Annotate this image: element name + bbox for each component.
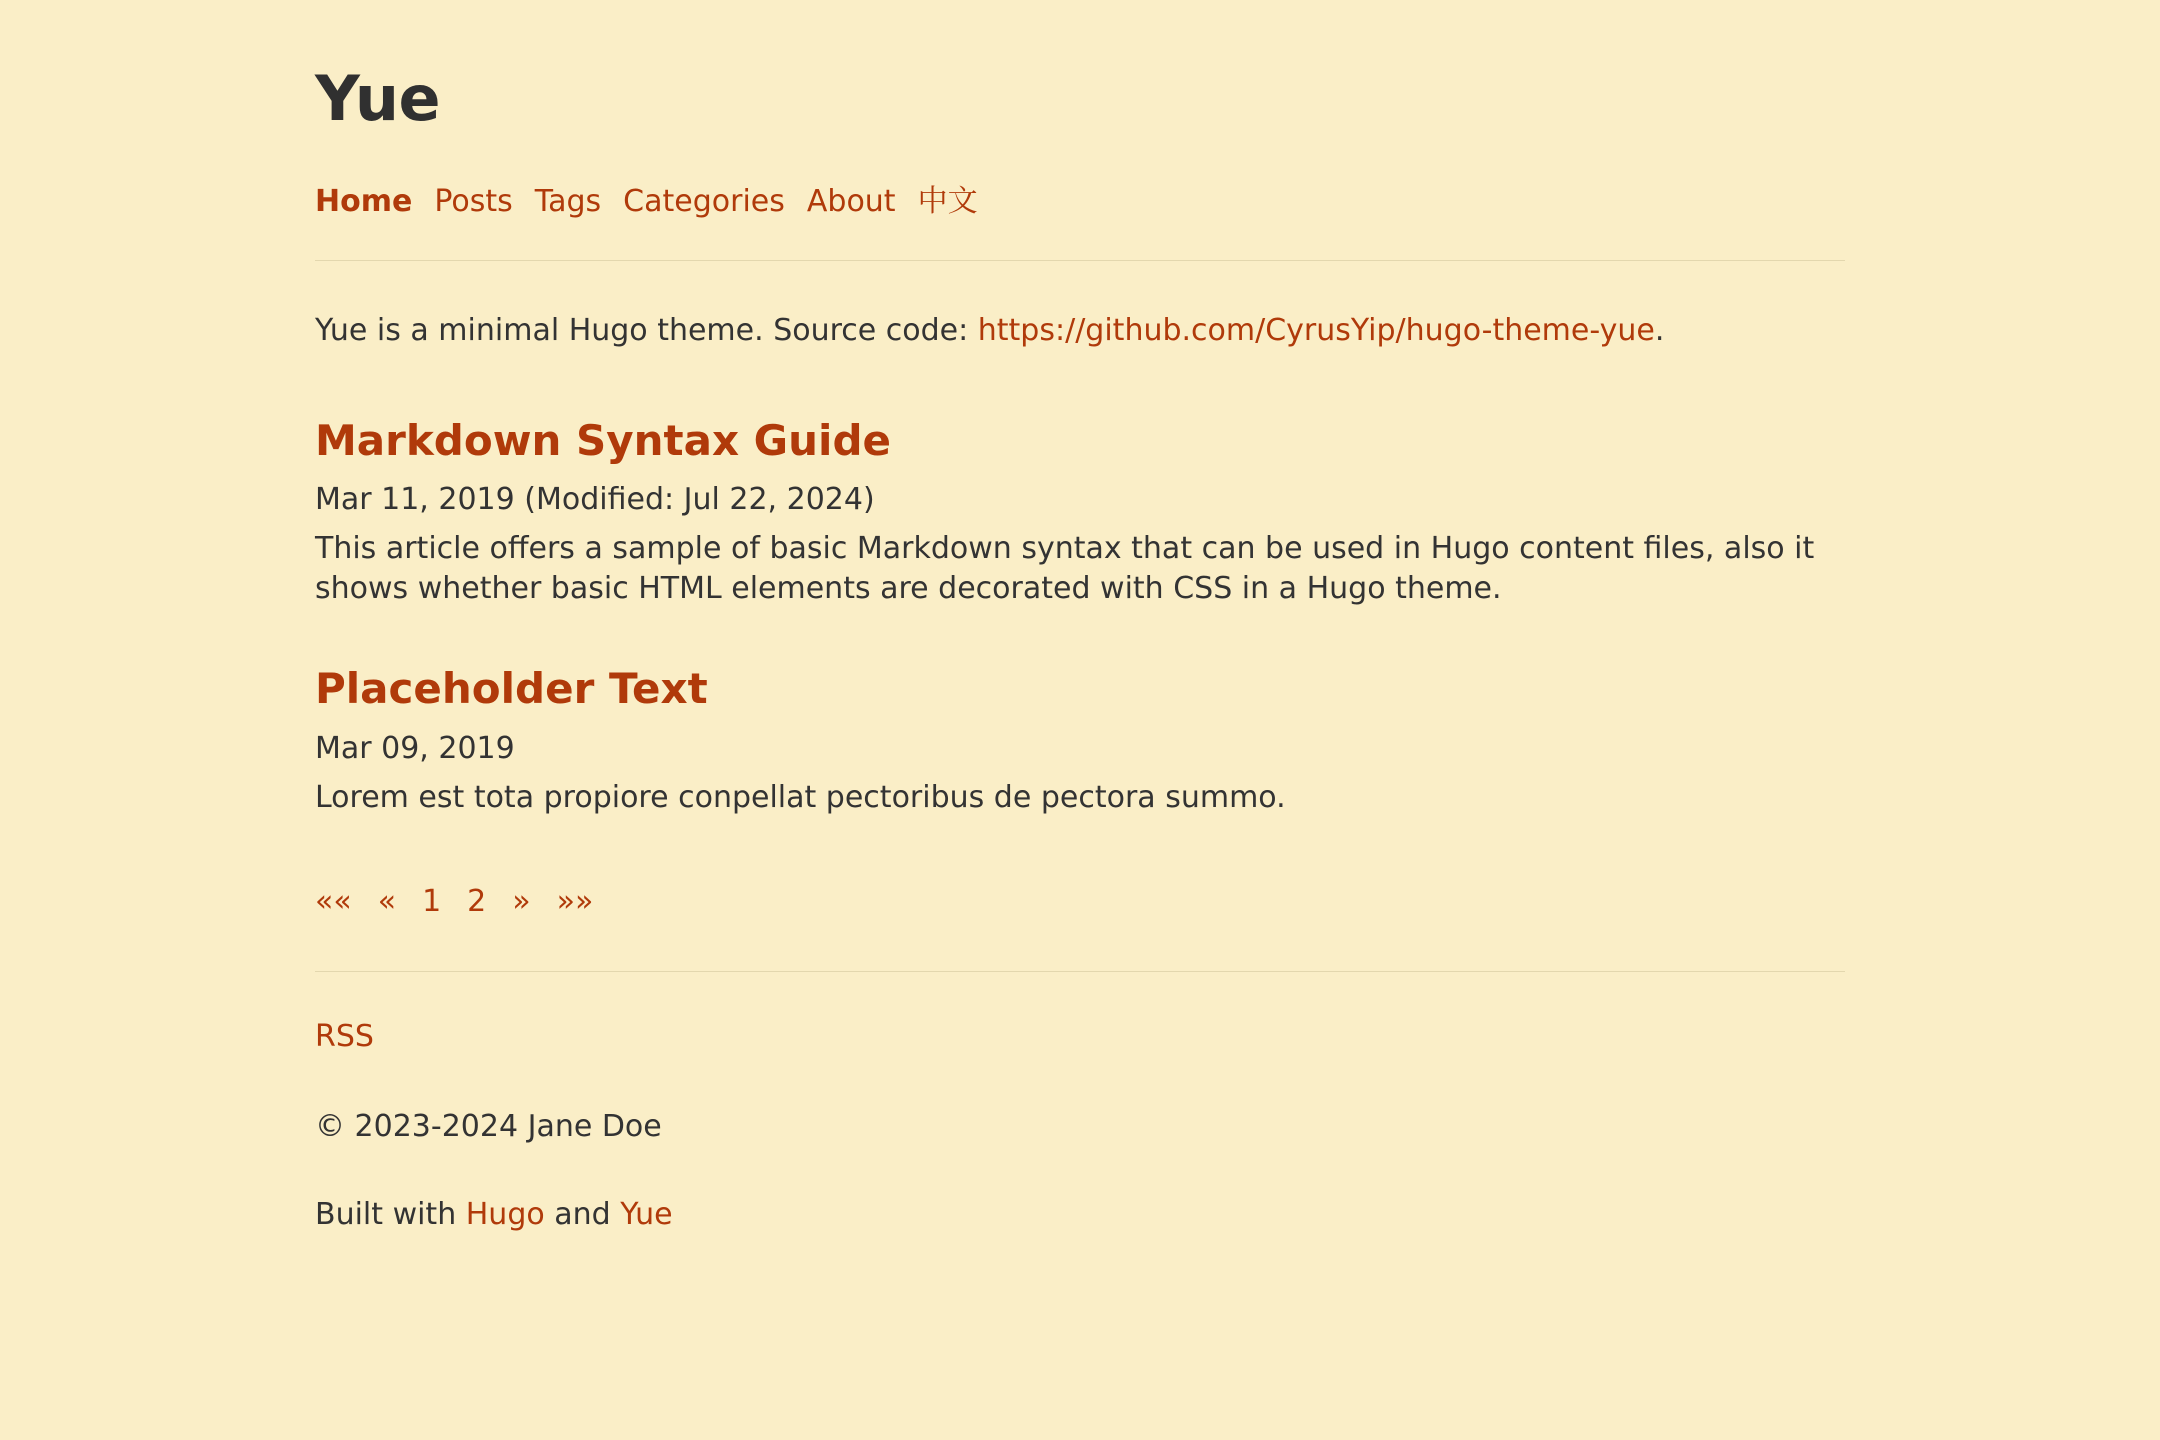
nav-item-tags[interactable]: Tags (534, 184, 602, 220)
pagination-page-1[interactable] (422, 884, 441, 919)
nav-item-home[interactable]: Home (315, 184, 413, 220)
pagination-next[interactable]: » (512, 883, 531, 919)
copyright-text: © 2023-2024 Jane Doe (315, 1108, 662, 1144)
nav-item-about[interactable]: About (806, 184, 896, 220)
post-title (315, 663, 1845, 716)
pagination-last[interactable]: »» (556, 883, 594, 919)
pagination-page-2-link[interactable]: 2 (467, 883, 487, 919)
post-summary: Lorem est tota propiore conpellat pectoribus de pectora summo. (315, 779, 1286, 815)
nav-item-chinese[interactable]: 中文 (917, 184, 978, 220)
footer-divider (315, 971, 1845, 972)
post-list-item (315, 663, 1845, 817)
nav-item-categories[interactable]: Categories (623, 184, 785, 220)
yue-theme-link[interactable]: Yue (620, 1196, 673, 1232)
post-list-item (315, 415, 1845, 609)
site-footer (315, 1016, 1845, 1236)
post-date: Mar 09, 2019 (315, 730, 515, 766)
rss-link-row (315, 1016, 1845, 1058)
pagination-page-2[interactable] (467, 884, 486, 919)
rss-link[interactable]: RSS (315, 1018, 374, 1054)
built-with-middle: and (544, 1196, 621, 1232)
intro-lead-text: Yue is a minimal Hugo theme. Source code: (315, 313, 978, 349)
nav-item-posts[interactable]: Posts (434, 184, 513, 220)
post-summary: This article offers a sample of basic Markdown syntax that can be used in Hugo content files, also it shows whether basic HTML elements are decorated with CSS in a Hugo theme. (315, 531, 1815, 607)
intro-trailing-text: . (1654, 313, 1665, 349)
post-title (315, 415, 1845, 468)
header-divider (315, 260, 1845, 261)
pagination-first[interactable]: «« (315, 883, 352, 919)
source-code-link[interactable]: https://github.com/CyrusYip/hugo-theme-yue (977, 313, 1655, 349)
built-with-prefix: Built with (315, 1196, 466, 1232)
pagination-page-1-link[interactable]: 1 (422, 883, 442, 919)
built-with-text (315, 1194, 1845, 1236)
intro-paragraph (315, 309, 1845, 353)
hugo-link[interactable]: Hugo (465, 1196, 545, 1232)
pagination (315, 884, 1845, 919)
pagination-prev[interactable]: « (377, 883, 397, 919)
post-date: Mar 11, 2019 (Modified: Jul 22, 2024) (315, 482, 875, 518)
main-navigation (315, 184, 1845, 220)
post-title-link[interactable]: Placeholder Text (315, 664, 708, 714)
site-title: Yue (315, 62, 441, 135)
post-title-link[interactable]: Markdown Syntax Guide (315, 415, 892, 465)
